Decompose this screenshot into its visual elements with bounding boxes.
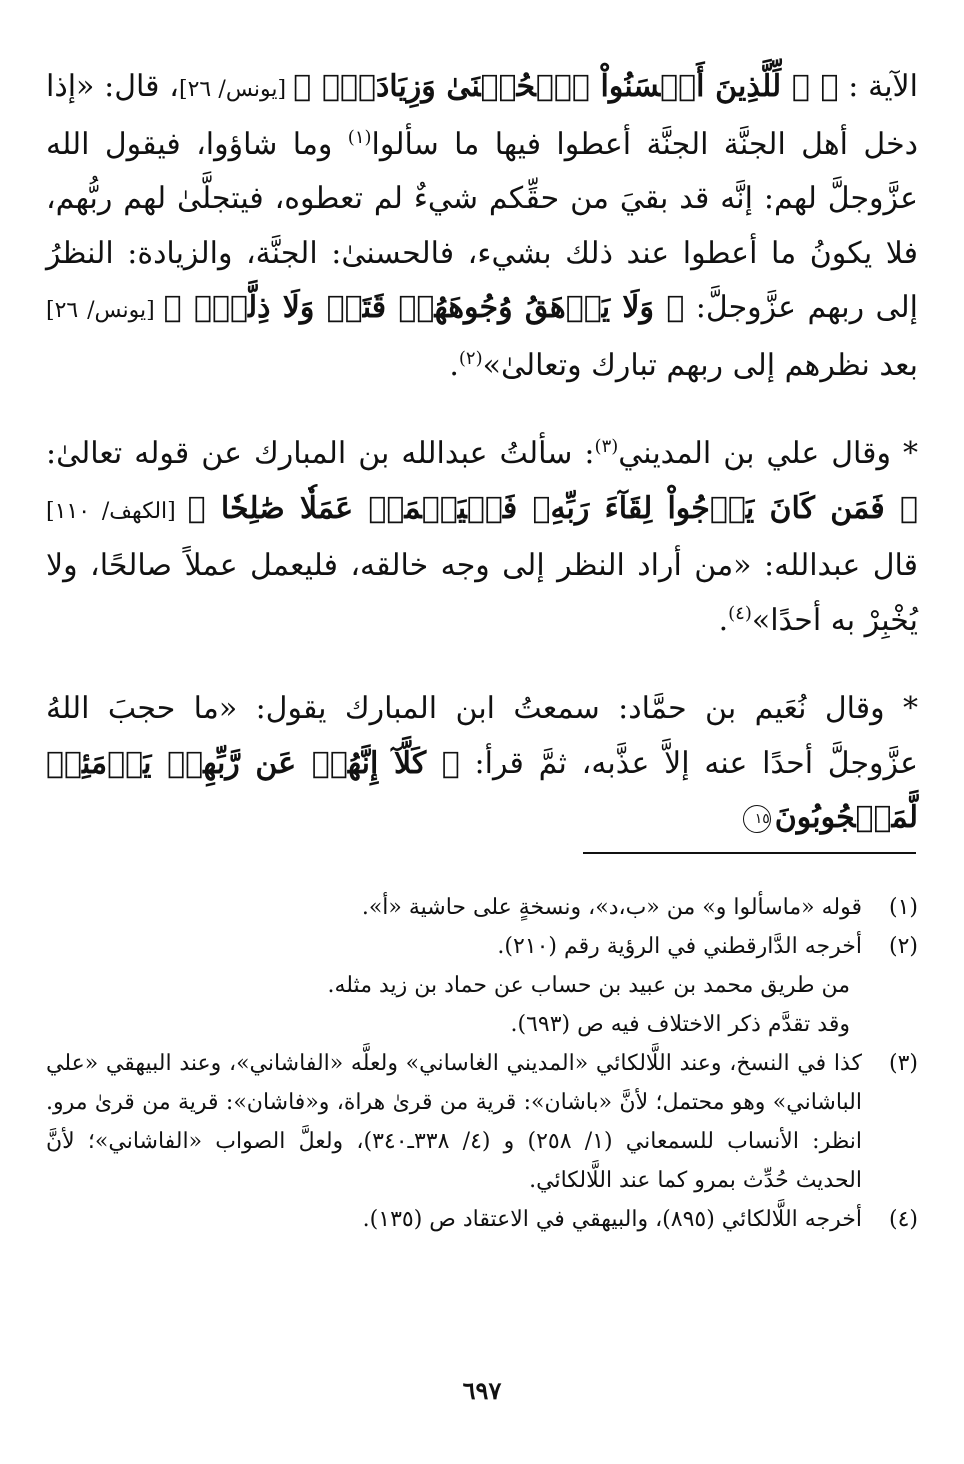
paragraph-1 [46, 60, 918, 393]
footnote-text: أخرجه الدَّارقطني في الرؤية رقم (٢١٠). [497, 934, 862, 959]
quran-verse: ﴿ كَلَّآ إِنَّهُمۡ عَن رَّبِّهِمۡ يَوۡمَئِذٖ لَّمَحۡجُوبُونَ [46, 745, 918, 835]
footnote-text: قوله «ماسألوا و» من «ب،د»، ونسخةٍ على حاشية «أ». [361, 895, 862, 920]
page-number: ٦٩٧ [462, 1376, 502, 1405]
footnote-3 [46, 1044, 918, 1200]
footnote-number: (١) [888, 895, 918, 920]
quran-verse: ﴿ فَمَن كَانَ يَرۡجُواْ لِقَآءَ رَبِّهِۦ فَلۡيَعۡمَلۡ عَمَلٗا صَٰلِحٗا ﴾ [187, 490, 918, 526]
paragraph-3 [46, 682, 918, 846]
footnotes [46, 888, 918, 1239]
text: . [449, 347, 459, 383]
text: : سألتُ عبدالله بن المبارك عن قوله تعالىٰ: [46, 436, 595, 471]
footnote-2 [46, 927, 918, 1044]
footnote-number: (٤) [888, 1207, 918, 1232]
footnote-text: وقد تقدَّم ذكر الاختلاف فيه ص (٦٩٣). [510, 1012, 850, 1037]
text: وما شاؤوا، فيقول الله عزَّوجلَّ لهم: إنَّه قد بقيَ من حقِّكم شيءٌ لم تعطوه، فيتجلَّىٰ لهم ربُّهم، فلا يكونُ ما أعطوا عند ذلك بشيء، فالحسنىٰ: الجنَّة، والزيادة: النظرُ إلى ربهم عزَّوجلَّ: [46, 126, 918, 325]
footnote-text: من طريق محمد بن عبيد بن حساب عن حماد بن زيد مثله. [327, 973, 850, 998]
footnote-1 [46, 888, 918, 927]
text: ، قال: «إذا دخل أهل الجنَّة الجنَّة أعطوا فيها ما سألوا [46, 69, 919, 162]
footnote-4 [46, 1200, 918, 1239]
paragraph-2 [46, 427, 918, 648]
text: الآية : [838, 69, 919, 104]
footnote-marker[interactable]: (٣) [594, 436, 619, 457]
text: بعد نظرهم إلى ربهم تبارك وتعالىٰ» [482, 347, 918, 383]
text: . [718, 602, 729, 638]
quran-verse: ﴿ وَلَا يَرۡهَقُ وُجُوهَهُمۡ قَتَرٞ وَلَا ذِلَّةٌۚ ﴾ [163, 290, 685, 325]
footnote-separator [583, 852, 916, 854]
main-text [46, 60, 918, 846]
footnote-text: كذا في النسخ، وعند اللَّالكائي «المديني الغاساني» ولعلَّه «الفاشاني»، وعند البيهقي «علي الباشاني» وهو محتمل؛ لأنَّ «باشان»: قرية من قرىٰ هراة، و«فاشان»: قرية من قرىٰ مرو. انظر: الأنساب للسمعاني (١/ ٢٥٨) و (٤/ ٣٣٨ـ٣٤٠)، ولعلَّ الصواب «الفاشاني»؛ لأنَّ الحديث حُدِّث بمرو كما عند اللَّالكائي. [46, 1051, 862, 1193]
verse-reference: [يونس/ ٢٦] [178, 77, 294, 102]
footnote-marker[interactable]: (١) [347, 126, 372, 148]
footnote-text: أخرجه اللَّالكائي (٨٩٥)، والبيهقي في الاعتقاد ص (١٣٥). [362, 1207, 862, 1232]
text: * وقال نُعَيم بن حمَّاد: سمعتُ ابن المبارك يقول: «ما حجبَ اللهُ عزَّوجلَّ أحدًا عنه إلاَّ عذَّبه، ثمَّ قرأ: [46, 691, 918, 781]
footnote-number: (٣) [888, 1051, 918, 1076]
footnote-marker[interactable]: (٢) [458, 347, 483, 369]
verse-reference: [يونس/ ٢٦] [46, 298, 164, 323]
text: قال عبدالله: «من أراد النظر إلى وجه خالقه، فليعمل عملاً صالحًا، ولا يُخْبِرْ به أحدًا» [46, 548, 918, 638]
text: * وقال علي بن المديني [618, 436, 918, 471]
ayah-number-icon: ١٥ [743, 805, 771, 833]
footnote-number: (٢) [888, 934, 918, 959]
quran-verse: ﴿ ۞ لِّلَّذِينَ أَحۡسَنُواْ ٱلۡحُسۡنَىٰ وَزِيَادَةٌۖ ﴾ [293, 69, 839, 104]
footnote-marker[interactable]: (٤) [728, 602, 752, 624]
verse-reference: [الكهف/ ١١٠] [46, 498, 188, 524]
